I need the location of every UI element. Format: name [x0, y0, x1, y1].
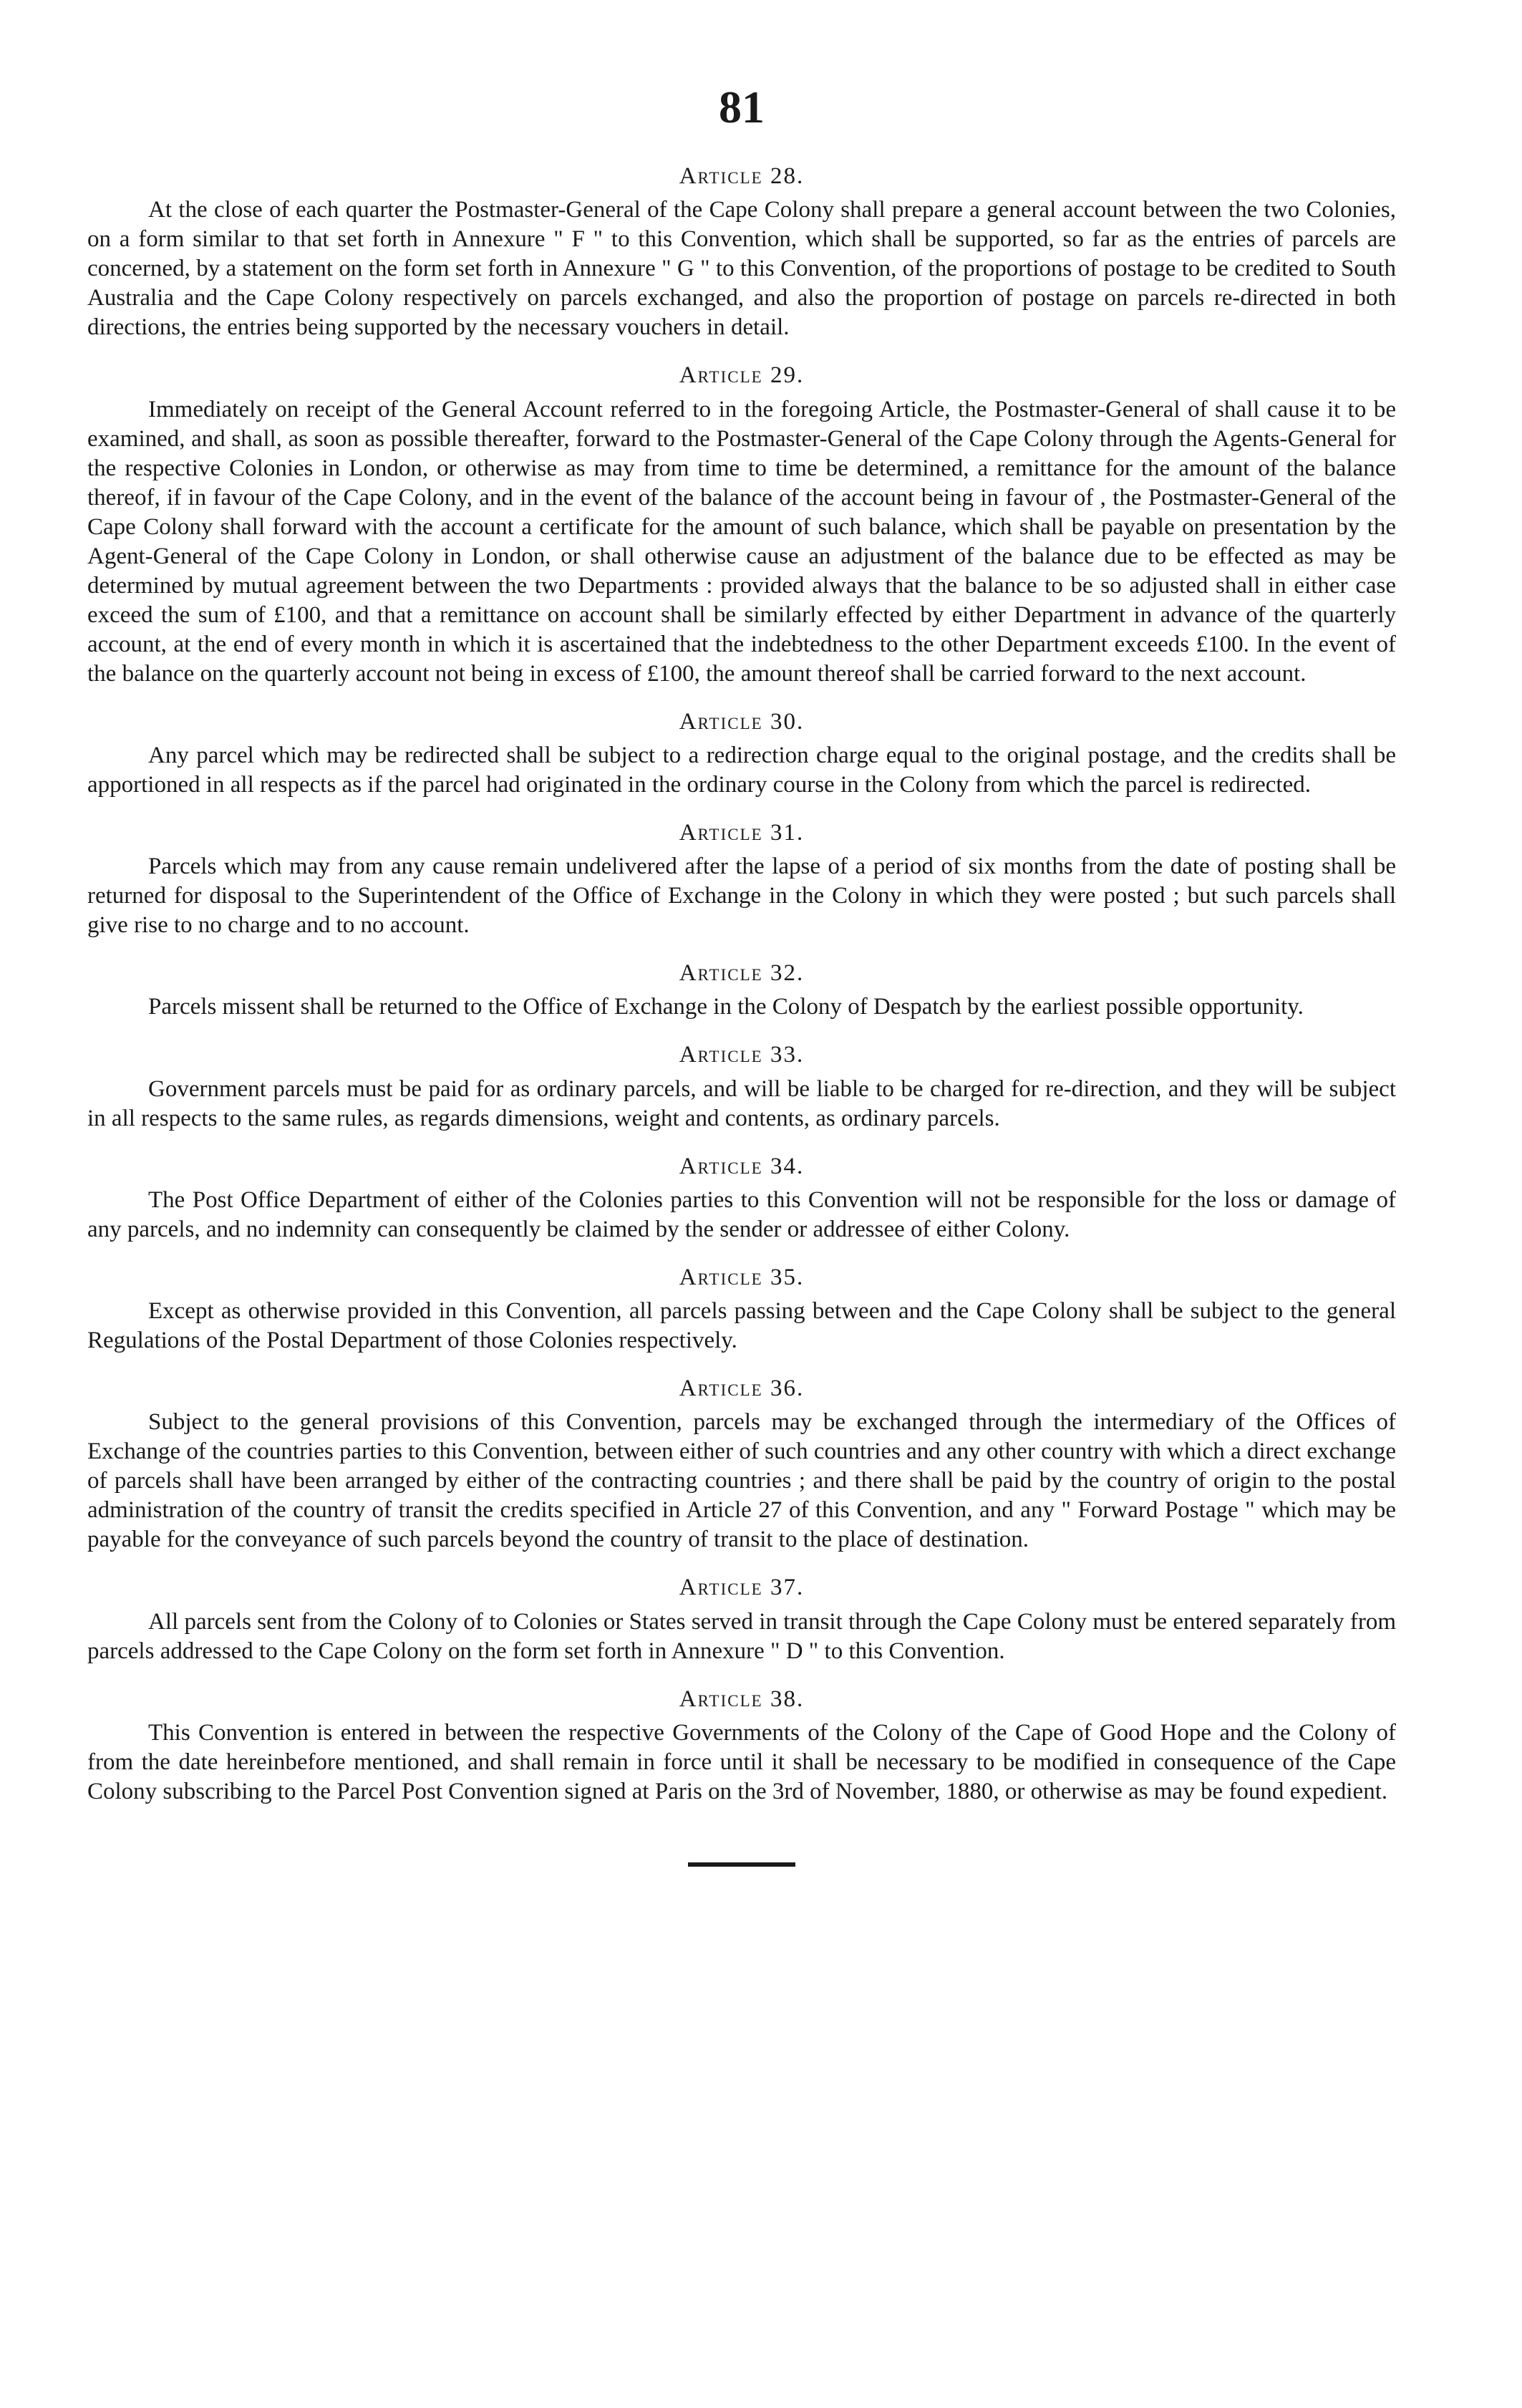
- article-paragraph: Subject to the general provisions of this Convention, parcels may be exchanged through the intermediary of the Offices of Exchange of the countries parties to this Convention, between either of such countries and any other country with which a direct exchange of parcels shall have been arranged by either of the contracting countries ; and there shall be paid by the country of origin to the postal administration of the country of transit the credits specified in Article 27 of this Convention, and any " Forward Postage " which may be payable for the conveyance of such parcels beyond the country of transit to the place of destination.: [87, 1409, 1396, 1553]
- article-36: [87, 1374, 1396, 1554]
- article-34: [87, 1152, 1396, 1244]
- article-35: [87, 1263, 1396, 1355]
- article-38: [87, 1685, 1396, 1807]
- article-29: [87, 361, 1396, 688]
- article-paragraph: All parcels sent from the Colony of to Colonies or States served in transit through the Cape Colony must be entered separately from parcels addressed to the Cape Colony on the form set forth in Annexure " D " to this Convention.: [87, 1608, 1396, 1664]
- page-number: 81: [719, 82, 765, 132]
- article-heading: Article 34.: [679, 1153, 805, 1179]
- article-heading: Article 30.: [679, 708, 805, 735]
- article-paragraph: Parcels missent shall be returned to the Office of Exchange in the Colony of Despatch by the earliest possible opportunity.: [148, 994, 1304, 1020]
- article-paragraph: Any parcel which may be redirected shall be subject to a redirection charge equal to the original postage, and the credits shall be apportioned in all respects as if the parcel had originated in the ordinary course in the Colony from which the parcel is redirected.: [87, 742, 1396, 798]
- article-31: [87, 818, 1396, 940]
- article-paragraph: Except as otherwise provided in this Convention, all parcels passing between and the Cape Colony shall be subject to the general Regulations of the Postal Department of those Colonies respectively.: [87, 1298, 1396, 1353]
- article-37: [87, 1573, 1396, 1665]
- article-heading: Article 33.: [679, 1042, 805, 1068]
- article-32: [87, 959, 1396, 1022]
- article-heading: Article 35.: [679, 1264, 805, 1290]
- article-paragraph: This Convention is entered in between the respective Governments of the Colony of the Cape of Good Hope and the Colony of from the date hereinbefore mentioned, and shall remain in force until it shall be necessary to be modified in consequence of the Cape Colony subscribing to the Parcel Post Convention signed at Paris on the 3rd of November, 1880, or otherwise as may be found expedient.: [87, 1719, 1396, 1804]
- article-heading: Article 29.: [679, 362, 805, 389]
- article-heading: Article 31.: [679, 819, 805, 846]
- article-paragraph: Immediately on receipt of the General Account referred to in the foregoing Article, the Postmaster-General of shall cause it to be examined, and shall, as soon as possible thereafter, forward to the Postmaster-General of the Cape Colony through the Agents-General for the respective Colonies in London, or otherwise as may from time to time be determined, a remittance for the amount of the balance thereof, if in favour of the Cape Colony, and in the event of the balance of the account being in favour of , the Postmaster-General of the Cape Colony shall forward with the account a certificate for the amount of such balance, which shall be payable on presentation by the Agent-General of the Cape Colony in London, or shall otherwise cause an adjustment of the balance due to be effected as may be determined by mutual agreement between the two Departments : provided always that the balance to be so adjusted shall in either case exceed the sum of £100, and that a remittance on account shall be similarly effected by either Department in advance of the quarterly account, at the end of every month in which it is ascertained that the indebtedness to the other Department exceeds £100. In the event of the balance on the quarterly account not being in excess of £100, the amount thereof shall be carried forward to the next account.: [87, 396, 1396, 687]
- article-heading: Article 36.: [679, 1375, 805, 1401]
- closing-rule: [688, 1862, 795, 1867]
- article-heading: Article 37.: [679, 1575, 805, 1601]
- article-paragraph: Parcels which may from any cause remain undelivered after the lapse of a period of six months from the date of posting shall be returned for disposal to the Superintendent of the Office of Exchange in the Colony in which they were posted ; but such parcels shall give rise to no charge and to no account.: [87, 854, 1396, 938]
- article-paragraph: At the close of each quarter the Postmaster-General of the Cape Colony shall prepare a general account between the two Colonies, on a form similar to that set forth in Annexure " F " to this Convention, which shall be supported, so far as the entries of parcels are concerned, by a statement on the form set forth in Annexure " G " to this Convention, of the proportions of postage to be credited to South Australia and the Cape Colony respectively on parcels exchanged, and also the proportion of postage on parcels re-directed in both directions, the entries being supported by the necessary vouchers in detail.: [87, 197, 1396, 341]
- article-30: [87, 707, 1396, 800]
- article-paragraph: The Post Office Department of either of the Colonies parties to this Convention will not be responsible for the loss or damage of any parcels, and no indemnity can consequently be claimed by the sender or addressee of either Colony.: [87, 1186, 1396, 1242]
- article-heading: Article 32.: [679, 960, 805, 986]
- article-paragraph: Government parcels must be paid for as ordinary parcels, and will be liable to be charged for re-direction, and they will be subject in all respects to the same rules, as regards dimensions, weight and contents, as ordinary parcels.: [87, 1075, 1396, 1131]
- article-heading: Article 38.: [679, 1686, 805, 1712]
- article-heading: Article 28.: [679, 163, 805, 189]
- article-33: [87, 1040, 1396, 1133]
- document-page: [87, 84, 1396, 1867]
- article-28: [87, 162, 1396, 342]
